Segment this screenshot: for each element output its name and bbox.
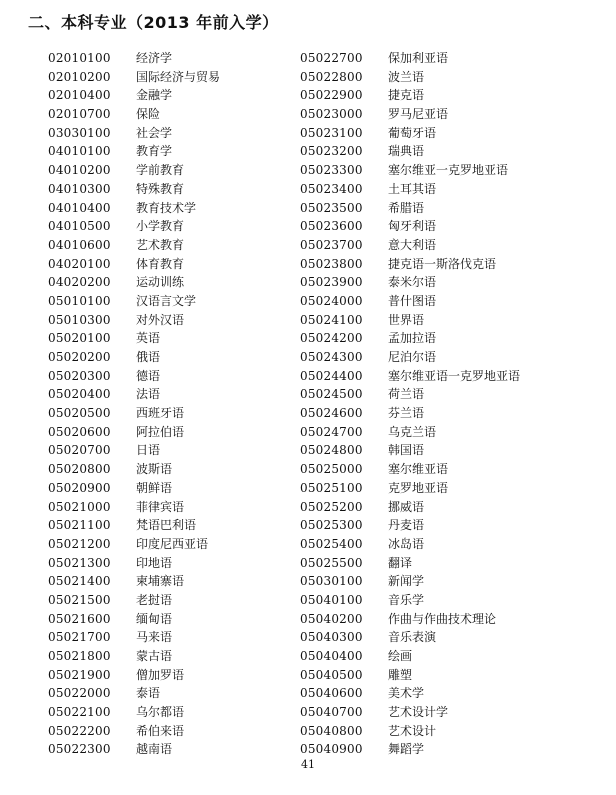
major-code: 05025400 [300,536,363,551]
major-name: 舞蹈学 [388,742,425,757]
list-item [300,236,590,255]
list-item [300,49,590,68]
major-code: 05024100 [300,312,363,327]
major-name: 土耳其语 [388,181,437,196]
major-code: 05010100 [48,293,111,308]
major-name: 社会学 [136,125,173,140]
major-code: 04020100 [48,256,111,271]
major-code: 05040100 [300,592,363,607]
list-item [300,273,590,292]
list-item [48,684,338,703]
list-item [48,217,338,236]
major-name: 芬兰语 [388,406,425,421]
major-code: 05040600 [300,686,363,701]
left-column [48,49,338,759]
major-name: 新闻学 [388,574,425,589]
list-item [300,684,590,703]
major-code: 05025500 [300,555,363,570]
list-item [300,572,590,591]
major-name: 翻译 [388,555,413,570]
major-code: 05025200 [300,499,363,514]
list-item [300,217,590,236]
major-code: 04010200 [48,163,111,178]
list-item [48,236,338,255]
list-item [48,161,338,180]
major-name: 老挝语 [136,592,173,607]
major-name: 汉语言文学 [136,293,197,308]
list-item [48,273,338,292]
major-code: 05040500 [300,667,363,682]
list-item [48,329,338,348]
major-code: 05040900 [300,742,363,757]
major-name: 阿拉伯语 [136,424,185,439]
list-item [300,68,590,87]
major-name: 越南语 [136,742,173,757]
list-item [300,199,590,218]
list-item [48,628,338,647]
major-name: 乌克兰语 [388,424,437,439]
major-code: 05023300 [300,163,363,178]
major-name: 对外汉语 [136,312,185,327]
major-name: 匈牙利语 [388,219,437,234]
list-item [300,124,590,143]
major-name: 韩国语 [388,443,425,458]
list-item [48,255,338,274]
major-name: 泰语 [136,686,161,701]
major-name: 瑞典语 [388,144,425,159]
major-name: 金融学 [136,88,173,103]
major-name: 特殊教育 [136,181,185,196]
major-name: 雕塑 [388,667,413,682]
major-code: 05022300 [48,742,111,757]
major-code: 05024200 [300,331,363,346]
major-code: 05022200 [48,723,111,738]
major-code: 05024400 [300,368,363,383]
list-item [300,329,590,348]
list-item [48,124,338,143]
list-item [300,535,590,554]
list-item [300,441,590,460]
major-name: 音乐表演 [388,630,437,645]
major-name: 朝鲜语 [136,480,173,495]
major-name: 塞尔维亚一克罗地亚语 [388,163,509,178]
major-code: 05021200 [48,536,111,551]
list-item [48,199,338,218]
major-code: 05024700 [300,424,363,439]
list-item [300,479,590,498]
major-name: 教育技术学 [136,200,197,215]
major-code: 05023200 [300,144,363,159]
major-code: 04010500 [48,219,111,234]
major-code: 05024500 [300,387,363,402]
list-item [300,628,590,647]
list-item [48,703,338,722]
section-title: 二、本科专业（2013 年前入学） [28,13,279,32]
major-code: 05023600 [300,219,363,234]
major-name: 德语 [136,368,161,383]
major-name: 保险 [136,107,161,122]
major-code: 05020400 [48,387,111,402]
major-name: 美术学 [388,686,425,701]
major-name: 冰岛语 [388,536,425,551]
list-item [48,348,338,367]
list-item [300,105,590,124]
major-name: 尼泊尔语 [388,350,437,364]
major-name: 希伯来语 [136,723,185,738]
list-item [48,460,338,479]
major-code: 05021300 [48,555,111,570]
major-name: 普什图语 [388,293,437,308]
major-code: 05021600 [48,611,111,626]
major-name: 希腊语 [388,200,425,215]
major-code: 05022100 [48,705,111,720]
major-code: 05020300 [48,368,111,383]
list-item [300,554,590,573]
list-item [48,367,338,386]
major-name: 菲律宾语 [136,499,185,514]
list-item [48,740,338,759]
major-name: 梵语巴利语 [136,518,197,533]
major-name: 捷克语 [388,88,425,103]
major-name: 印度尼西亚语 [136,536,209,551]
list-item [300,647,590,666]
list-item [48,311,338,330]
right-column [300,49,590,759]
major-code: 05025300 [300,518,363,533]
major-code: 05020700 [48,443,111,458]
major-code: 05020500 [48,406,111,421]
major-name: 意大利语 [388,237,437,252]
list-item [300,740,590,759]
list-item [48,479,338,498]
major-name: 作曲与作曲技术理论 [388,611,497,626]
list-item [48,180,338,199]
major-name: 罗马尼亚语 [388,107,449,122]
major-name: 马来语 [136,630,173,645]
major-name: 波兰语 [388,69,425,84]
list-item [48,49,338,68]
major-name: 柬埔寨语 [136,574,185,589]
major-code: 05023500 [300,200,363,215]
list-item [48,142,338,161]
list-item [300,142,590,161]
major-code: 05021000 [48,499,111,514]
major-name: 小学教育 [136,219,185,234]
major-code: 05024300 [300,350,363,364]
major-name: 保加利亚语 [388,51,449,65]
major-name: 波斯语 [136,462,173,477]
list-item [300,385,590,404]
major-code: 02010100 [48,51,111,65]
major-name: 荷兰语 [388,387,425,402]
major-code: 02010400 [48,88,111,103]
major-code: 05022900 [300,88,363,103]
major-code: 02010200 [48,69,111,84]
list-item [300,255,590,274]
list-item [48,666,338,685]
major-code: 05023100 [300,125,363,140]
page-number: 41 [301,758,315,771]
list-item [48,385,338,404]
list-item [300,292,590,311]
major-code: 05025100 [300,480,363,495]
major-code: 04020200 [48,275,111,290]
major-code: 05021800 [48,649,111,663]
list-item [48,404,338,423]
major-name: 法语 [136,387,161,402]
major-code: 05021700 [48,630,111,645]
major-code: 05040700 [300,705,363,720]
list-item [300,591,590,610]
major-code: 05023700 [300,237,363,252]
major-code: 05022700 [300,51,363,65]
list-item [300,86,590,105]
major-name: 蒙古语 [136,649,173,663]
major-name: 音乐学 [388,592,425,607]
major-name: 孟加拉语 [388,331,437,346]
major-name: 西班牙语 [136,406,185,421]
major-code: 03030100 [48,125,111,140]
major-name: 国际经济与贸易 [136,69,221,84]
list-item [300,703,590,722]
major-code: 05023800 [300,256,363,271]
major-name: 学前教育 [136,163,185,178]
list-item [48,423,338,442]
major-name: 缅甸语 [136,611,173,626]
list-item [300,423,590,442]
list-item [300,161,590,180]
major-code: 05023400 [300,181,363,196]
list-item [300,367,590,386]
major-name: 丹麦语 [388,518,425,533]
major-name: 塞尔维亚语 [388,462,449,477]
list-item [300,722,590,741]
major-name: 泰米尔语 [388,275,437,290]
major-code: 05040400 [300,649,363,663]
major-code: 05023900 [300,275,363,290]
list-item [300,460,590,479]
major-name: 塞尔维亚语一克罗地亚语 [388,368,521,383]
major-name: 绘画 [388,649,413,663]
major-code: 05021400 [48,574,111,589]
major-name: 英语 [136,331,161,346]
major-code: 05024800 [300,443,363,458]
major-code: 02010700 [48,107,111,122]
list-item [48,498,338,517]
major-code: 05020800 [48,462,111,477]
major-name: 僧加罗语 [136,667,185,682]
major-name: 俄语 [136,350,161,364]
major-code: 05020200 [48,350,111,364]
major-name: 日语 [136,443,161,458]
major-name: 经济学 [136,51,173,65]
major-name: 捷克语一斯洛伐克语 [388,256,497,271]
list-item [300,498,590,517]
major-code: 05024600 [300,406,363,421]
list-item [48,292,338,311]
major-name: 教育学 [136,144,173,159]
major-name: 运动训练 [136,275,185,290]
major-code: 05040200 [300,611,363,626]
major-code: 05010300 [48,312,111,327]
list-item [48,516,338,535]
major-name: 艺术设计 [388,723,437,738]
major-code: 05025000 [300,462,363,477]
major-code: 05030100 [300,574,363,589]
major-code: 04010400 [48,200,111,215]
major-name: 世界语 [388,312,425,327]
major-code: 05040800 [300,723,363,738]
major-code: 05020100 [48,331,111,346]
major-code: 04010100 [48,144,111,159]
list-item [300,311,590,330]
list-item [48,441,338,460]
major-name: 乌尔都语 [136,705,185,720]
major-code: 05040300 [300,630,363,645]
list-item [48,591,338,610]
major-code: 05022000 [48,686,111,701]
list-item [48,535,338,554]
list-item [300,180,590,199]
list-item [48,105,338,124]
major-name: 印地语 [136,555,173,570]
major-name: 克罗地亚语 [388,480,449,495]
major-name: 挪威语 [388,499,425,514]
list-item [48,572,338,591]
major-name: 葡萄牙语 [388,125,437,140]
major-name: 艺术设计学 [388,705,449,720]
major-code: 05023000 [300,107,363,122]
major-code: 05020900 [48,480,111,495]
list-item [48,610,338,629]
list-item [300,348,590,367]
list-item [48,722,338,741]
list-item [48,86,338,105]
list-item [48,68,338,87]
list-item [300,516,590,535]
major-code: 05020600 [48,424,111,439]
list-item [300,404,590,423]
major-code: 05021500 [48,592,111,607]
list-item [300,666,590,685]
major-code: 05021900 [48,667,111,682]
major-code: 05022800 [300,69,363,84]
major-code: 05024000 [300,293,363,308]
major-name: 体育教育 [136,256,185,271]
list-item [48,554,338,573]
major-code: 05021100 [48,518,111,533]
list-item [48,647,338,666]
list-item [300,610,590,629]
major-name: 艺术教育 [136,237,185,252]
major-code: 04010300 [48,181,111,196]
major-code: 04010600 [48,237,111,252]
